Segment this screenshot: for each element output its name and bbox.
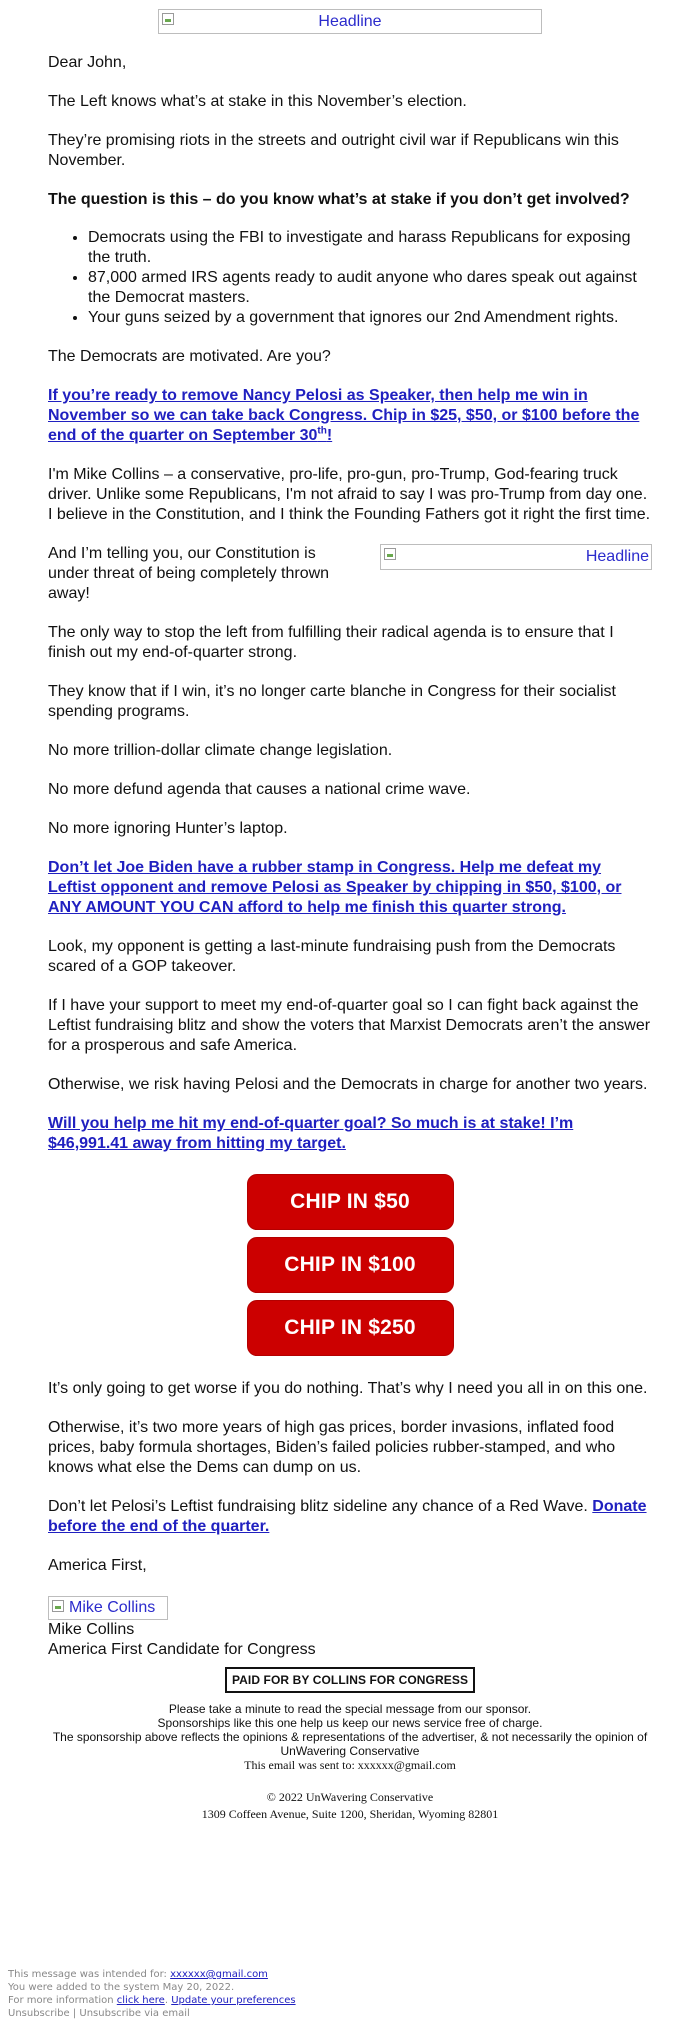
donate-link-3[interactable]: Will you help me hit my end-of-quarter goal? So much is at stake! I’m $46,991.41 away from hitting my target. <box>48 1115 574 1152</box>
intended-line <box>8 1968 296 1981</box>
paragraph: The Democrats are motivated. Are you? <box>48 348 331 365</box>
constitution-row <box>48 544 652 604</box>
paid-for-text: PAID FOR BY COLLINS FOR CONGRESS <box>225 1667 475 1693</box>
info-line <box>8 1994 296 2007</box>
paragraph <box>48 1497 652 1537</box>
signature-name: Mike Collins <box>48 1621 135 1638</box>
email-body <box>48 9 652 1821</box>
cta-paragraph <box>48 1114 652 1154</box>
paragraph: No more defund agenda that causes a national crime wave. <box>48 781 471 798</box>
donate-buttons <box>48 1174 652 1363</box>
question-heading: The question is this – do you know what’s at stake if you don’t get involved? <box>48 191 630 208</box>
footer-line: Sponsorships like this one help us keep our news service free of charge. <box>157 1716 543 1730</box>
paragraph: They know that if I win, it’s no longer carte blanche in Congress for their socialist spending programs. <box>48 683 616 720</box>
sponsor-footer <box>48 1702 652 1821</box>
address: 1309 Coffeen Avenue, Suite 1200, Sheridan, Wyoming 82801 <box>201 1807 499 1821</box>
paragraph: They’re promising riots in the streets and outright civil war if Republicans win this November. <box>48 132 619 169</box>
list-item: • 87,000 armed IRS agents ready to audit anyone who dares speak out against the Democrat masters. <box>88 268 652 308</box>
broken-image-icon <box>162 13 174 25</box>
signature-image-alt: Mike Collins <box>69 1599 156 1616</box>
paragraph: The Left knows what’s at stake in this November’s election. <box>48 93 467 110</box>
bullet-list <box>48 228 652 328</box>
header-image[interactable] <box>158 9 542 34</box>
chip-in-250-button[interactable]: CHIP IN $250 <box>247 1300 454 1356</box>
broken-image-icon <box>52 1600 64 1612</box>
header-image-alt: Headline <box>318 12 382 30</box>
footer-line: This email was sent to: xxxxxx@gmail.com <box>244 1758 456 1772</box>
added-line: You were added to the system May 20, 2022. <box>8 1982 235 1993</box>
paragraph: Otherwise, it’s two more years of high gas prices, border invasions, inflated food prices, baby formula shortages, Biden’s failed policies rubber-stamped, and who knows what else the Dems can dump on us. <box>48 1419 616 1476</box>
chip-in-50-button[interactable]: CHIP IN $50 <box>247 1174 454 1230</box>
inline-image[interactable] <box>380 544 652 570</box>
unsubscribe-line <box>8 2007 296 2020</box>
paragraph-text: Don’t let Pelosi’s Leftist fundraising blitz sideline any chance of a Red Wave. <box>48 1498 588 1515</box>
meta-text: | <box>69 2008 80 2019</box>
paragraph: No more ignoring Hunter’s laptop. <box>48 820 288 837</box>
broken-image-icon <box>384 548 396 560</box>
meta-text: This message was intended for: <box>8 1969 171 1980</box>
paragraph: No more trillion-dollar climate change legislation. <box>48 742 393 759</box>
paragraph: Look, my opponent is getting a last-minute fundraising push from the Democrats scared of a GOP takeover. <box>48 938 616 975</box>
list-item: • Democrats using the FBI to investigate and harass Republicans for exposing the truth. <box>88 228 652 268</box>
unsubscribe-link[interactable]: Unsubscribe <box>8 2008 70 2019</box>
paragraph: If I have your support to meet my end-of-quarter goal so I can fight back against the Leftist fundraising blitz and show the voters that Marxist Democrats aren’t the answer for a prosperous and safe America. <box>48 997 651 1054</box>
donate-link-1-text: If you’re ready to remove Nancy Pelosi as Speaker, then help me win in November so we can take back Congress. Chip in $25, $50, or $100 before the end of the quarter on September 30 <box>48 387 640 444</box>
signature-title: America First Candidate for Congress <box>48 1641 316 1658</box>
chip-in-100-button[interactable]: CHIP IN $100 <box>247 1237 454 1293</box>
donate-link-1-tail: ! <box>326 427 333 444</box>
donate-link-4[interactable]: Donate before the end of the quarter. <box>48 1498 647 1535</box>
list-item: • Your guns seized by a government that ignores our 2nd Amendment rights. <box>88 308 652 328</box>
unsubscribe-email-link[interactable]: Unsubscribe via email <box>79 2008 190 2019</box>
update-preferences-link[interactable]: Update your preferences <box>171 1995 296 2006</box>
signoff: America First, <box>48 1557 147 1574</box>
paragraph: And I’m telling you, our Constitution is under threat of being completely thrown away! <box>48 545 330 602</box>
meta-text: . <box>164 1995 172 2006</box>
cta-paragraph <box>48 858 652 918</box>
meta-text: For more information <box>8 1995 117 2006</box>
donate-link-1[interactable] <box>48 387 639 444</box>
signature-image[interactable] <box>48 1596 168 1620</box>
donate-link-1-sup: th <box>317 425 327 437</box>
cta-paragraph <box>48 386 652 446</box>
footer-line: The sponsorship above reflects the opinions & representations of the advertiser, & not necessarily the opinion of UnWavering Conservative <box>52 1730 648 1758</box>
paragraph: I'm Mike Collins – a conservative, pro-life, pro-gun, pro-Trump, God-fearing truck driver. Unlike some Republicans, I'm not afraid to say I was pro-Trump from day one. I believe in the Constitution, and I think the Founding Fathers got it right the first time. <box>48 466 651 523</box>
footer-line: Please take a minute to read the special message from our sponsor. <box>168 1702 532 1716</box>
intended-email-link[interactable]: xxxxxx@gmail.com <box>170 1969 268 1980</box>
click-here-link[interactable]: click here <box>116 1995 165 2006</box>
paid-for-disclaimer <box>48 1667 652 1693</box>
donate-link-2[interactable]: Don’t let Joe Biden have a rubber stamp in Congress. Help me defeat my Leftist opponent and remove Pelosi as Speaker by chipping in $50, $100, or ANY AMOUNT YOU CAN afford to help me finish this quarter strong. <box>48 859 622 916</box>
paragraph: It’s only going to get worse if you do nothing. That’s why I need you all in on this one. <box>48 1380 648 1397</box>
list-management-footer <box>8 1968 296 2020</box>
inline-image-alt: Headline <box>585 548 649 565</box>
paragraph: The only way to stop the left from fulfilling their radical agenda is to ensure that I finish out my end-of-quarter strong. <box>48 624 614 661</box>
paragraph: Otherwise, we risk having Pelosi and the Democrats in charge for another two years. <box>48 1076 648 1093</box>
copyright: © 2022 UnWavering Conservative <box>266 1790 434 1804</box>
greeting: Dear John, <box>48 54 127 71</box>
